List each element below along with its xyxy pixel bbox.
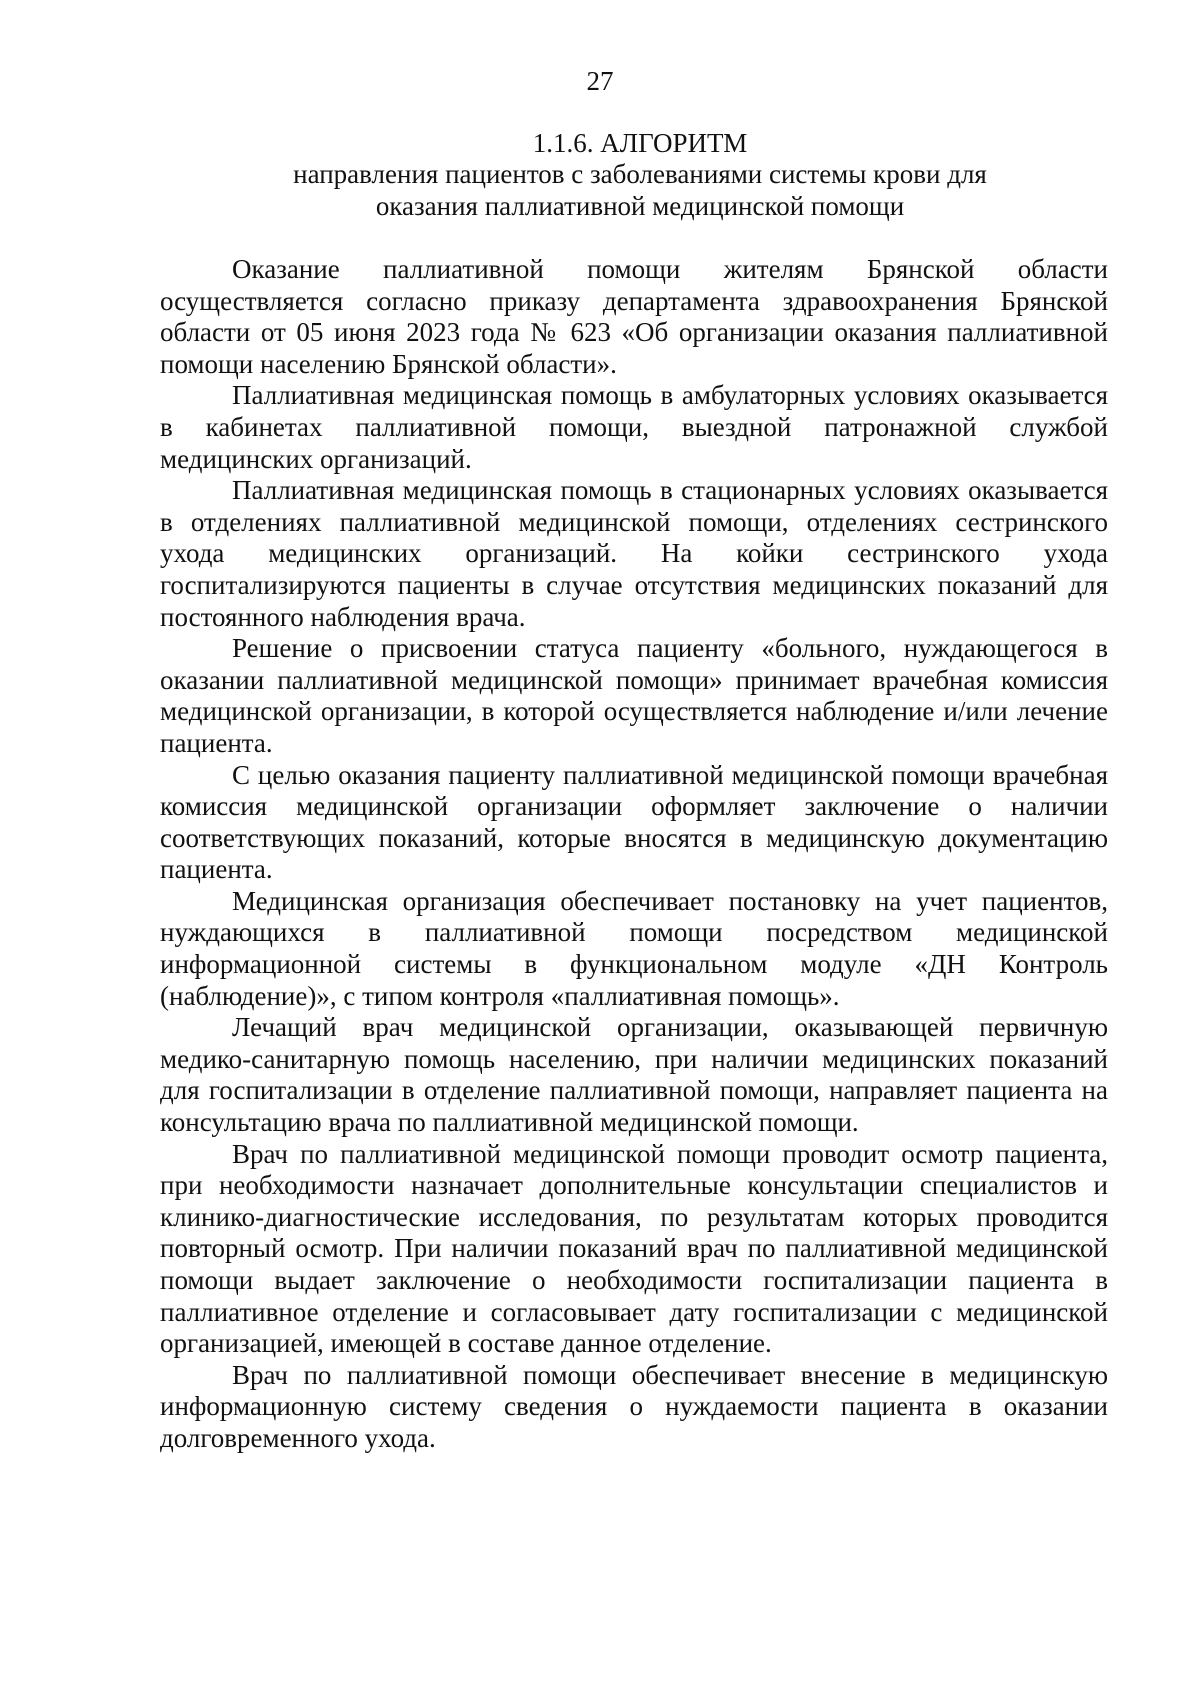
paragraph: Паллиативная медицинская помощь в стационарных условиях оказывается в отделениях паллиативной медицинской помощи, отделениях сестринского ухода медицинских организаций. На койки сестринского ухода госпитализируются пациенты в случае отсутствия медицинских показаний для постоянного наблюдения врача. <box>160 475 1108 632</box>
page-number: 27 <box>586 66 614 96</box>
document-body <box>160 254 1108 1455</box>
paragraph: Паллиативная медицинская помощь в амбулаторных условиях оказывается в кабинетах паллиативной помощи, выездной патронажной службой медицинских организаций. <box>160 380 1108 474</box>
section-title: 1.1.6. АЛГОРИТМ <box>532 128 748 158</box>
paragraph: С целью оказания пациенту паллиативной медицинской помощи врачебная комиссия медицинской организации оформляет заключение о наличии соответствующих показаний, которые вносятся в медицинскую документацию пациента. <box>160 759 1108 885</box>
paragraph: Врач по паллиативной медицинской помощи проводит осмотр пациента, при необходимости назначает дополнительные консультации специалистов и клинико-диагностические исследования, по результатам которых проводится повторный осмотр. При наличии показаний врач по паллиативной медицинской помощи выдает заключение о необходимости госпитализации пациента в паллиативное отделение и согласовывает дату госпитализации с медицинской организацией, имеющей в составе данное отделение. <box>160 1138 1108 1359</box>
paragraph: Медицинская организация обеспечивает постановку на учет пациентов, нуждающихся в паллиативной помощи посредством медицинской информационной системы в функциональном модуле «ДН Контроль (наблюдение)», с типом контроля «паллиативная помощь». <box>160 885 1108 1011</box>
section-heading <box>160 128 1120 222</box>
section-subtitle: направления пациентов с заболеваниями системы крови для оказания паллиативной медицинской помощи <box>293 159 987 221</box>
paragraph: Решение о присвоении статуса пациенту «больного, нуждающегося в оказании паллиативной медицинской помощи» принимает врачебная комиссия медицинской организации, в которой осуществляется наблюдение и/или лечение пациента. <box>160 633 1108 758</box>
paragraph: Оказание паллиативной помощи жителям Брянской области осуществляется согласно приказу департамента здравоохранения Брянской области от 05 июня 2023 года № 623 «Об организации оказания паллиативной помощи населению Брянской области». <box>160 254 1108 379</box>
paragraph: Лечащий врач медицинской организации, оказывающей первичную медико-санитарную помощь населению, при наличии медицинских показаний для госпитализации в отделение паллиативной помощи, направляет пациента на консультацию врача по паллиативной медицинской помощи. <box>160 1012 1108 1138</box>
paragraph: Врач по паллиативной помощи обеспечивает внесение в медицинскую информационную систему сведения о нуждаемости пациента в оказании долговременного ухода. <box>160 1359 1108 1453</box>
